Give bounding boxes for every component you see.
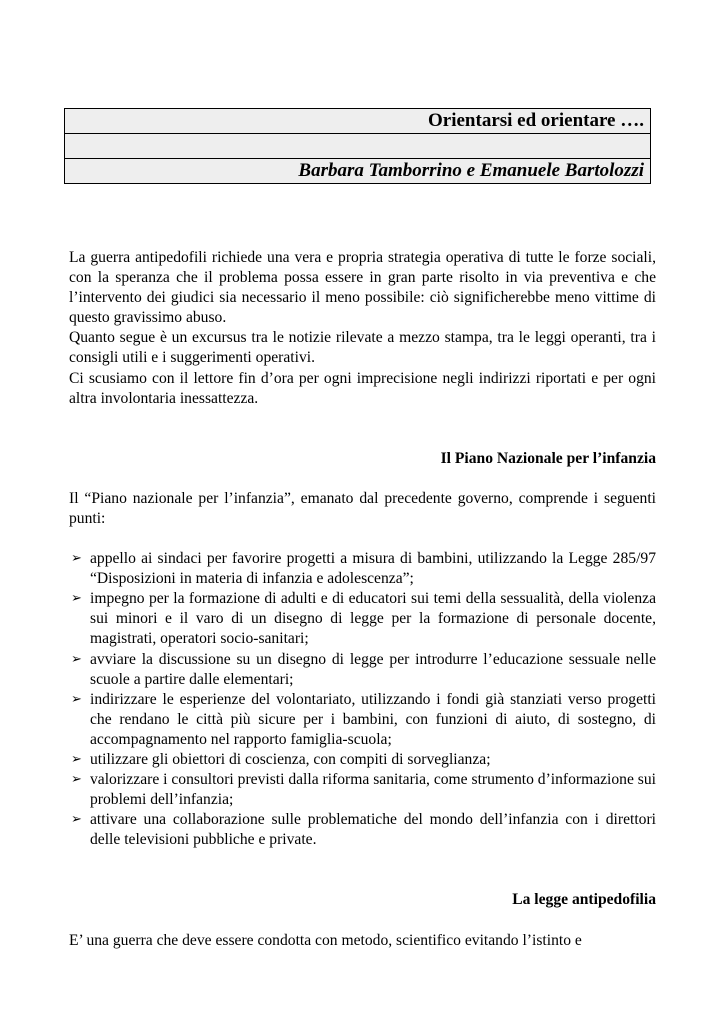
intro-paragraph: La guerra antipedofili richiede una vera e propria strategia operativa di tutte le forze sociali, con la speranza che il problema possa essere in gran parte risolto in via preventiva e che l’intervento dei giudici sia necessario il meno possibile: ciò significherebbe meno vittime di questo gravissimo abuso.	[69, 249, 656, 327]
document-body	[69, 248, 656, 951]
arrow-bullet-icon: ➢	[71, 551, 82, 567]
document-title: Orientarsi ed orientare ….	[65, 109, 650, 134]
list-item: ➢ appello ai sindaci per favorire progetti a misura di bambini, utilizzando la Legge 285/97 “Disposizioni in materia di infanzia e adolescenza”;	[71, 550, 656, 588]
arrow-bullet-icon: ➢	[71, 812, 82, 828]
section-title-legge-antipedofilia: La legge antipedofilia	[512, 891, 656, 909]
arrow-bullet-icon: ➢	[71, 591, 82, 607]
arrow-bullet-icon: ➢	[71, 651, 82, 667]
list-item: ➢ indirizzare le esperienze del volontariato, utilizzando i fondi già stanziati verso progetti che rendano le città più sicure per i bambini, con funzioni di aiuto, di sostegno, di accompagnamento nel rapporto famiglia-scuola;	[71, 690, 656, 748]
section-lead-paragraph: E’ una guerra che deve essere condotta con metodo, scientifico evitando l’istinto e	[69, 931, 582, 949]
list-item: ➢ utilizzare gli obiettori di coscienza, con compiti di sorveglianza;	[69, 750, 656, 770]
arrow-bullet-icon: ➢	[71, 691, 82, 707]
list-item: ➢ attivare una collaborazione sulle problematiche del mondo dell’infanzia con i direttori delle televisioni pubbliche e private.	[71, 811, 656, 849]
header-spacer-row	[65, 134, 650, 159]
list-item: ➢ avviare la discussione su un disegno di legge per introdurre l’educazione sessuale nelle scuole a partire dalle elementari;	[71, 650, 656, 688]
list-item: ➢ valorizzare i consultori previsti dalla riforma sanitaria, come strumento d’informazione sui problemi dell’infanzia;	[71, 771, 656, 809]
piano-points-list	[69, 549, 656, 850]
arrow-bullet-icon: ➢	[71, 772, 82, 788]
arrow-bullet-icon: ➢	[71, 751, 82, 767]
section-lead-paragraph: Il “Piano nazionale per l’infanzia”, emanato dal precedente governo, comprende i seguenti punti:	[69, 489, 656, 527]
intro-paragraph: Quanto segue è un excursus tra le notizie rilevate a mezzo stampa, tra le leggi operanti, tra i consigli utili e i suggerimenti operativi.	[69, 329, 656, 367]
intro-paragraph: Ci scusiamo con il lettore fin d’ora per ogni imprecisione negli indirizzi riportati e per ogni altra involontaria inessattezza.	[69, 369, 656, 407]
list-item: ➢ impegno per la formazione di adulti e di educatori sui temi della sessualità, della violenza sui minori e il varo di un disegno di legge per la formazione di personale docente, magistrati, operatori socio-sanitari;	[71, 590, 656, 648]
header-box	[64, 108, 651, 184]
section-title-piano-nazionale: Il Piano Nazionale per l’infanzia	[440, 449, 656, 467]
document-authors: Barbara Tamborrino e Emanuele Bartolozzi	[298, 160, 644, 181]
